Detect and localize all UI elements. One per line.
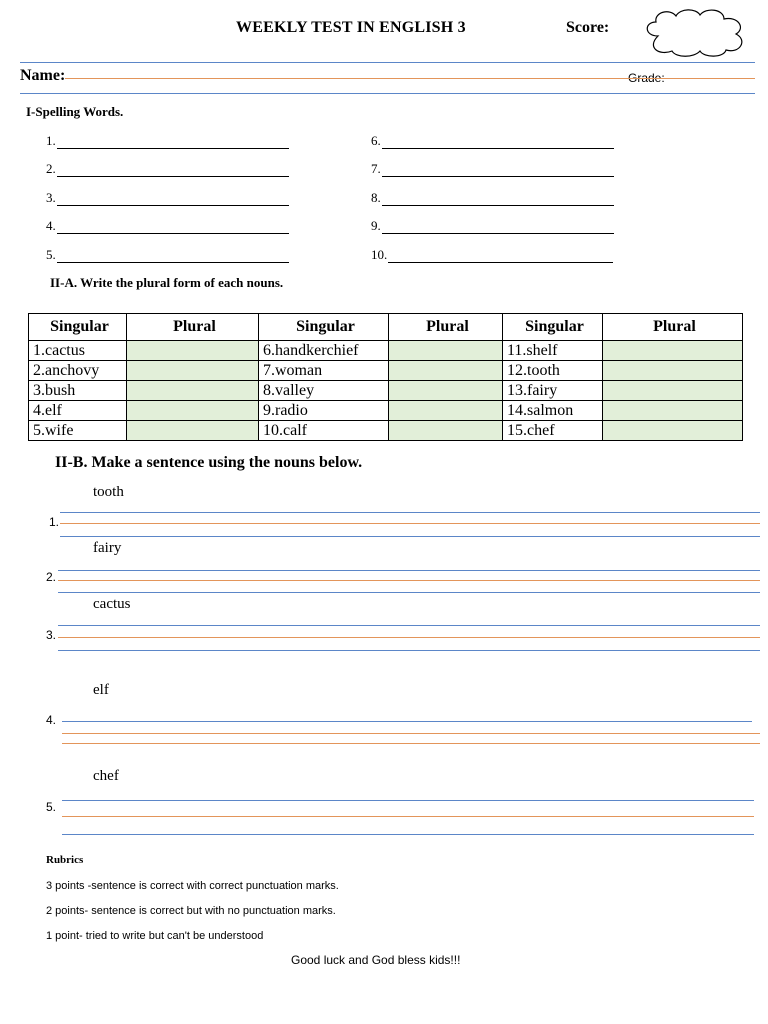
score-label: Score: — [566, 19, 610, 36]
spelling-blank[interactable] — [382, 193, 614, 206]
sentence-heading: II-B. Make a sentence using the nouns below. — [55, 454, 363, 471]
spelling-number: 3. — [46, 190, 56, 205]
spelling-number: 8. — [371, 190, 381, 205]
singular-cell: 2.anchovy — [29, 361, 127, 381]
plural-answer-cell[interactable] — [603, 401, 743, 421]
sentence-number: 3. — [46, 628, 57, 642]
spelling-item-6[interactable] — [371, 133, 614, 149]
spelling-item-7[interactable] — [371, 161, 614, 177]
singular-cell: 9.radio — [259, 401, 389, 421]
writing-line — [62, 800, 754, 801]
table-header-row — [29, 314, 743, 341]
plural-answer-cell[interactable] — [389, 361, 503, 381]
sentence-number: 1. — [49, 515, 60, 529]
table-row — [29, 401, 743, 421]
name-line-top — [20, 62, 755, 63]
writing-line — [58, 625, 760, 626]
name-line-bottom — [20, 93, 755, 94]
writing-line — [60, 536, 760, 537]
writing-line — [58, 650, 760, 651]
plural-answer-cell[interactable] — [127, 381, 259, 401]
spelling-blank[interactable] — [382, 136, 614, 149]
column-header: Singular — [503, 314, 603, 341]
writing-line — [60, 512, 760, 513]
spelling-item-1[interactable] — [46, 133, 289, 149]
singular-cell: 13.fairy — [503, 381, 603, 401]
plural-answer-cell[interactable] — [603, 381, 743, 401]
grade-label: Grade: — [628, 71, 665, 85]
spelling-blank[interactable] — [382, 164, 614, 177]
writing-line[interactable] — [58, 580, 760, 581]
name-label: Name: — [20, 67, 66, 84]
name-line-mid[interactable] — [65, 78, 755, 79]
sentence-word: tooth — [93, 484, 124, 500]
spelling-number: 5. — [46, 247, 56, 262]
plural-answer-cell[interactable] — [127, 361, 259, 381]
sentence-word: fairy — [93, 540, 122, 556]
writing-line — [62, 721, 752, 722]
rubrics-heading: Rubrics — [46, 854, 84, 866]
sentence-number: 4. — [46, 713, 57, 727]
singular-cell: 14.salmon — [503, 401, 603, 421]
writing-line — [62, 834, 754, 835]
spelling-item-5[interactable] — [46, 247, 289, 263]
singular-cell: 7.woman — [259, 361, 389, 381]
writing-line — [58, 592, 760, 593]
spelling-number: 10. — [371, 247, 388, 262]
singular-cell: 3.bush — [29, 381, 127, 401]
singular-cell: 15.chef — [503, 421, 603, 441]
spelling-blank[interactable] — [388, 250, 613, 263]
spelling-number: 2. — [46, 161, 56, 176]
closing-message: Good luck and God bless kids!!! — [291, 953, 461, 967]
spelling-blank[interactable] — [382, 221, 614, 234]
spelling-number: 9. — [371, 218, 381, 233]
table-row — [29, 361, 743, 381]
spelling-item-4[interactable] — [46, 218, 289, 234]
sentence-number: 2. — [46, 570, 57, 584]
singular-cell: 6.handkerchief — [259, 341, 389, 361]
sentence-word: cactus — [93, 596, 131, 612]
spelling-item-10[interactable] — [371, 247, 613, 263]
writing-line[interactable] — [58, 637, 760, 638]
spelling-number: 4. — [46, 218, 56, 233]
rubric-line: 1 point- tried to write but can't be understood — [46, 930, 264, 942]
singular-cell: 11.shelf — [503, 341, 603, 361]
spelling-number: 7. — [371, 161, 381, 176]
rubric-line: 2 points- sentence is correct but with no punctuation marks. — [46, 905, 336, 917]
column-header: Singular — [29, 314, 127, 341]
plural-answer-cell[interactable] — [389, 401, 503, 421]
table-row — [29, 381, 743, 401]
plural-answer-cell[interactable] — [389, 421, 503, 441]
spelling-blank[interactable] — [57, 164, 289, 177]
plural-answer-cell[interactable] — [389, 381, 503, 401]
writing-line[interactable] — [62, 733, 760, 734]
plural-answer-cell[interactable] — [127, 341, 259, 361]
spelling-heading: I-Spelling Words. — [26, 104, 124, 119]
writing-line[interactable] — [62, 743, 760, 744]
column-header: Singular — [259, 314, 389, 341]
spelling-number: 6. — [371, 133, 381, 148]
spelling-number: 1. — [46, 133, 56, 148]
writing-line[interactable] — [60, 523, 760, 524]
rubric-line: 3 points -sentence is correct with correct punctuation marks. — [46, 880, 339, 892]
plural-answer-cell[interactable] — [127, 421, 259, 441]
column-header: Plural — [603, 314, 743, 341]
singular-cell: 5.wife — [29, 421, 127, 441]
spelling-blank[interactable] — [57, 193, 289, 206]
plural-answer-cell[interactable] — [389, 341, 503, 361]
writing-line[interactable] — [62, 816, 754, 817]
spelling-blank[interactable] — [57, 221, 289, 234]
table-row — [29, 421, 743, 441]
writing-line — [58, 570, 760, 571]
plural-answer-cell[interactable] — [127, 401, 259, 421]
test-title: WEEKLY TEST IN ENGLISH 3 — [236, 19, 466, 36]
singular-cell: 4.elf — [29, 401, 127, 421]
singular-cell: 10.calf — [259, 421, 389, 441]
table-row — [29, 341, 743, 361]
spelling-blank[interactable] — [57, 136, 289, 149]
spelling-item-8[interactable] — [371, 190, 614, 206]
plural-table — [28, 313, 743, 441]
plural-answer-cell[interactable] — [603, 361, 743, 381]
sentence-number: 5. — [46, 800, 57, 814]
column-header: Plural — [389, 314, 503, 341]
spelling-item-9[interactable] — [371, 218, 614, 234]
plural-answer-cell[interactable] — [603, 421, 743, 441]
sentence-word: chef — [93, 768, 119, 784]
singular-cell: 1.cactus — [29, 341, 127, 361]
spelling-blank[interactable] — [57, 250, 289, 263]
column-header: Plural — [127, 314, 259, 341]
score-cloud-icon — [640, 6, 750, 58]
spelling-item-3[interactable] — [46, 190, 289, 206]
plural-heading: II-A. Write the plural form of each nouns. — [50, 275, 284, 290]
sentence-word: elf — [93, 682, 109, 698]
singular-cell: 8.valley — [259, 381, 389, 401]
spelling-item-2[interactable] — [46, 161, 289, 177]
singular-cell: 12.tooth — [503, 361, 603, 381]
plural-answer-cell[interactable] — [603, 341, 743, 361]
